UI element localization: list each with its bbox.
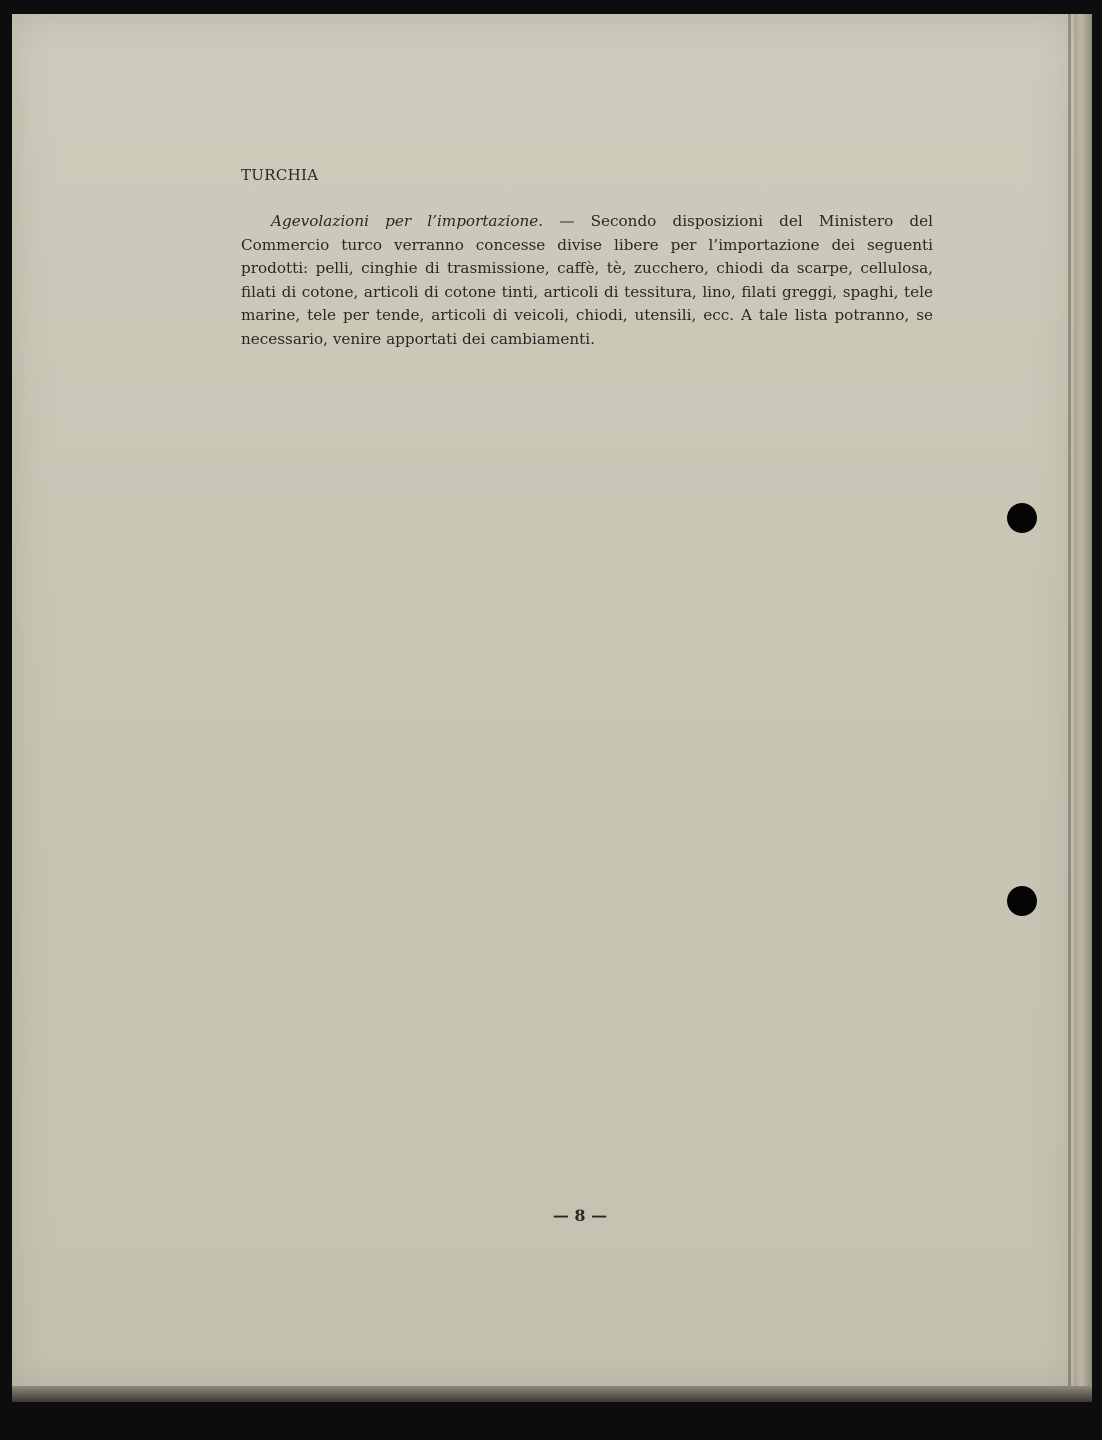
- page-edge: [1074, 14, 1092, 1386]
- page-bottom-edge: [12, 1386, 1092, 1402]
- punch-hole-bottom: [1007, 886, 1037, 916]
- paragraph-heading: Agevolazioni per l’importazione.: [271, 212, 544, 230]
- punch-hole-top: [1007, 503, 1037, 533]
- paragraph-body: — Secondo disposizioni del Ministero del Commercio turco verranno concesse divise libere per l’importazione dei seguenti prodotti: pelli, cinghie di trasmissione, caffè, tè, zucchero, chiodi da scarpe, cellulosa, filati di cotone, articoli di cotone tinti, articoli di tessitura, lino, filati greggi, spaghi, tele marine, tele per tende, articoli di veicoli, chiodi, utensili, ecc. A tale lista potranno, se necessario, venire apportati dei cambiamenti.: [241, 212, 933, 348]
- page-number: — 8 —: [552, 1206, 608, 1225]
- body-paragraph: [241, 210, 933, 352]
- page-fold: [1068, 14, 1071, 1386]
- section-title: TURCHIA: [241, 166, 319, 184]
